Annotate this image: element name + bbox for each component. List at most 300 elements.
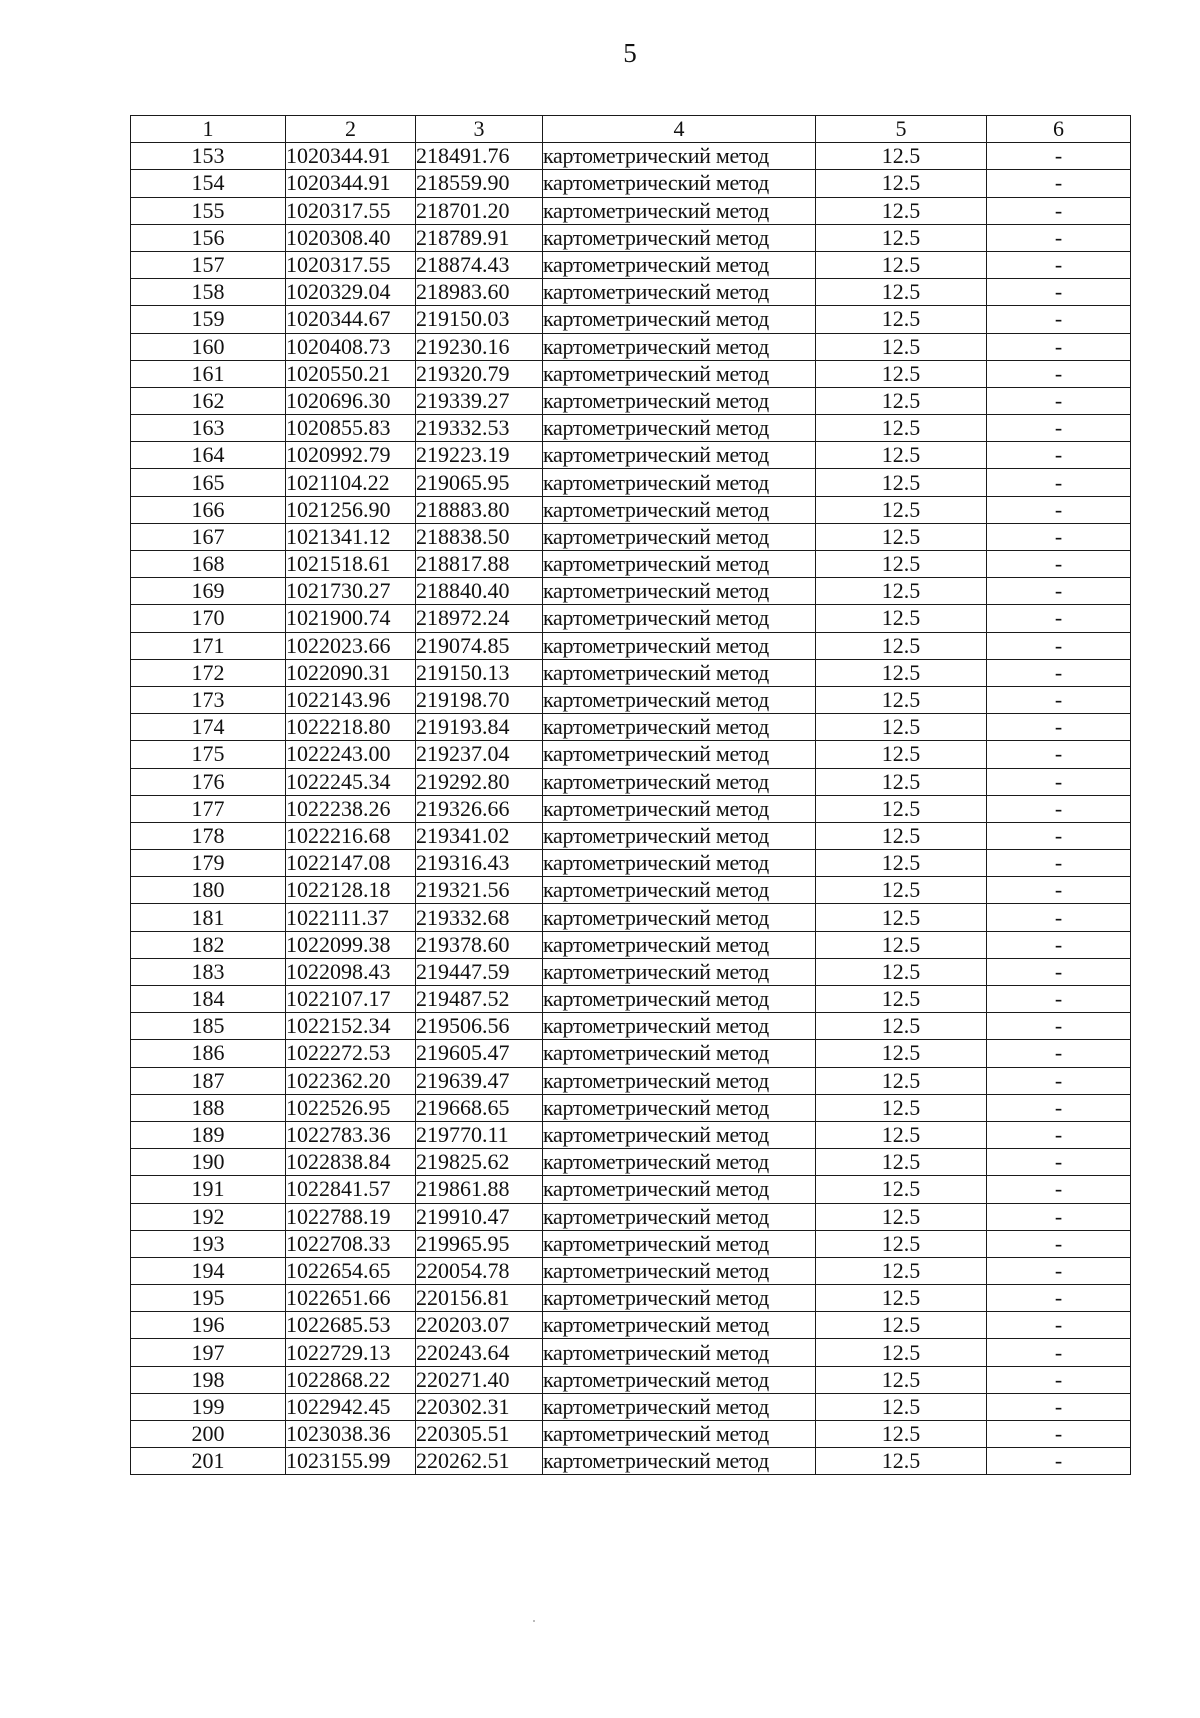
header-col-4: 4 <box>543 116 816 143</box>
y-coordinate-cell: 219378.60 <box>416 931 543 958</box>
x-coordinate-cell: 1023038.36 <box>286 1421 416 1448</box>
y-coordinate-cell: 219447.59 <box>416 958 543 985</box>
note-cell: - <box>987 931 1131 958</box>
method-cell: картометрический метод <box>543 1393 816 1420</box>
point-number-cell: 162 <box>131 387 286 414</box>
x-coordinate-cell: 1022272.53 <box>286 1040 416 1067</box>
accuracy-cell: 12.5 <box>816 1257 987 1284</box>
header-col-1: 1 <box>131 116 286 143</box>
x-coordinate-cell: 1022090.31 <box>286 659 416 686</box>
point-number-cell: 167 <box>131 523 286 550</box>
x-coordinate-cell: 1022098.43 <box>286 958 416 985</box>
note-cell: - <box>987 1393 1131 1420</box>
point-number-cell: 181 <box>131 904 286 931</box>
table-row <box>131 931 1131 958</box>
y-coordinate-cell: 219910.47 <box>416 1203 543 1230</box>
y-coordinate-cell: 219150.03 <box>416 306 543 333</box>
x-coordinate-cell: 1020317.55 <box>286 197 416 224</box>
table-row <box>131 1176 1131 1203</box>
point-number-cell: 189 <box>131 1121 286 1148</box>
accuracy-cell: 12.5 <box>816 605 987 632</box>
note-cell: - <box>987 632 1131 659</box>
x-coordinate-cell: 1020344.67 <box>286 306 416 333</box>
point-number-cell: 156 <box>131 224 286 251</box>
x-coordinate-cell: 1022783.36 <box>286 1121 416 1148</box>
table-row <box>131 686 1131 713</box>
point-number-cell: 180 <box>131 877 286 904</box>
note-cell: - <box>987 904 1131 931</box>
point-number-cell: 173 <box>131 686 286 713</box>
method-cell: картометрический метод <box>543 360 816 387</box>
accuracy-cell: 12.5 <box>816 143 987 170</box>
y-coordinate-cell: 219341.02 <box>416 822 543 849</box>
point-number-cell: 184 <box>131 986 286 1013</box>
method-cell: картометрический метод <box>543 986 816 1013</box>
note-cell: - <box>987 1285 1131 1312</box>
page-number: 5 <box>623 38 637 68</box>
x-coordinate-cell: 1020550.21 <box>286 360 416 387</box>
note-cell: - <box>987 1203 1131 1230</box>
point-number-cell: 188 <box>131 1094 286 1121</box>
table-row <box>131 170 1131 197</box>
accuracy-cell: 12.5 <box>816 415 987 442</box>
method-cell: картометрический метод <box>543 850 816 877</box>
point-number-cell: 154 <box>131 170 286 197</box>
point-number-cell: 193 <box>131 1230 286 1257</box>
y-coordinate-cell: 219223.19 <box>416 442 543 469</box>
note-cell: - <box>987 1040 1131 1067</box>
method-cell: картометрический метод <box>543 333 816 360</box>
accuracy-cell: 12.5 <box>816 1067 987 1094</box>
x-coordinate-cell: 1022143.96 <box>286 686 416 713</box>
x-coordinate-cell: 1021900.74 <box>286 605 416 632</box>
x-coordinate-cell: 1021104.22 <box>286 469 416 496</box>
table-row <box>131 958 1131 985</box>
point-number-cell: 160 <box>131 333 286 360</box>
note-cell: - <box>987 659 1131 686</box>
method-cell: картометрический метод <box>543 224 816 251</box>
note-cell: - <box>987 415 1131 442</box>
point-number-cell: 174 <box>131 714 286 741</box>
accuracy-cell: 12.5 <box>816 768 987 795</box>
y-coordinate-cell: 219605.47 <box>416 1040 543 1067</box>
x-coordinate-cell: 1020308.40 <box>286 224 416 251</box>
x-coordinate-cell: 1022942.45 <box>286 1393 416 1420</box>
note-cell: - <box>987 768 1131 795</box>
point-number-cell: 163 <box>131 415 286 442</box>
y-coordinate-cell: 218817.88 <box>416 551 543 578</box>
note-cell: - <box>987 469 1131 496</box>
note-cell: - <box>987 360 1131 387</box>
table-row <box>131 741 1131 768</box>
x-coordinate-cell: 1021256.90 <box>286 496 416 523</box>
y-coordinate-cell: 219825.62 <box>416 1149 543 1176</box>
x-coordinate-cell: 1022107.17 <box>286 986 416 1013</box>
method-cell: картометрический метод <box>543 1094 816 1121</box>
method-cell: картометрический метод <box>543 143 816 170</box>
accuracy-cell: 12.5 <box>816 659 987 686</box>
x-coordinate-cell: 1022111.37 <box>286 904 416 931</box>
note-cell: - <box>987 795 1131 822</box>
point-number-cell: 191 <box>131 1176 286 1203</box>
y-coordinate-cell: 219770.11 <box>416 1121 543 1148</box>
y-coordinate-cell: 220243.64 <box>416 1339 543 1366</box>
header-col-5: 5 <box>816 116 987 143</box>
table-row <box>131 415 1131 442</box>
method-cell: картометрический метод <box>543 822 816 849</box>
point-number-cell: 153 <box>131 143 286 170</box>
method-cell: картометрический метод <box>543 958 816 985</box>
note-cell: - <box>987 496 1131 523</box>
header-col-3: 3 <box>416 116 543 143</box>
note-cell: - <box>987 1149 1131 1176</box>
table-row <box>131 1067 1131 1094</box>
accuracy-cell: 12.5 <box>816 850 987 877</box>
point-number-cell: 157 <box>131 251 286 278</box>
table-row <box>131 1149 1131 1176</box>
x-coordinate-cell: 1020992.79 <box>286 442 416 469</box>
y-coordinate-cell: 218840.40 <box>416 578 543 605</box>
point-number-cell: 187 <box>131 1067 286 1094</box>
accuracy-cell: 12.5 <box>816 958 987 985</box>
method-cell: картометрический метод <box>543 741 816 768</box>
method-cell: картометрический метод <box>543 1176 816 1203</box>
y-coordinate-cell: 219506.56 <box>416 1013 543 1040</box>
header-row <box>131 116 1131 143</box>
table-row <box>131 496 1131 523</box>
note-cell: - <box>987 1339 1131 1366</box>
x-coordinate-cell: 1022243.00 <box>286 741 416 768</box>
point-number-cell: 166 <box>131 496 286 523</box>
point-number-cell: 164 <box>131 442 286 469</box>
note-cell: - <box>987 523 1131 550</box>
table-body <box>131 143 1131 1475</box>
method-cell: картометрический метод <box>543 251 816 278</box>
y-coordinate-cell: 219316.43 <box>416 850 543 877</box>
table-row <box>131 1230 1131 1257</box>
y-coordinate-cell: 219074.85 <box>416 632 543 659</box>
x-coordinate-cell: 1022729.13 <box>286 1339 416 1366</box>
y-coordinate-cell: 220262.51 <box>416 1448 543 1475</box>
x-coordinate-cell: 1022147.08 <box>286 850 416 877</box>
y-coordinate-cell: 219668.65 <box>416 1094 543 1121</box>
accuracy-cell: 12.5 <box>816 1094 987 1121</box>
x-coordinate-cell: 1021730.27 <box>286 578 416 605</box>
point-number-cell: 194 <box>131 1257 286 1284</box>
point-number-cell: 198 <box>131 1366 286 1393</box>
note-cell: - <box>987 1230 1131 1257</box>
point-number-cell: 158 <box>131 279 286 306</box>
accuracy-cell: 12.5 <box>816 306 987 333</box>
table-row <box>131 251 1131 278</box>
note-cell: - <box>987 170 1131 197</box>
y-coordinate-cell: 219332.68 <box>416 904 543 931</box>
accuracy-cell: 12.5 <box>816 741 987 768</box>
table-row <box>131 1366 1131 1393</box>
method-cell: картометрический метод <box>543 306 816 333</box>
table-row <box>131 822 1131 849</box>
method-cell: картометрический метод <box>543 1285 816 1312</box>
method-cell: картометрический метод <box>543 1312 816 1339</box>
method-cell: картометрический метод <box>543 387 816 414</box>
x-coordinate-cell: 1022023.66 <box>286 632 416 659</box>
point-number-cell: 201 <box>131 1448 286 1475</box>
method-cell: картометрический метод <box>543 632 816 659</box>
method-cell: картометрический метод <box>543 1366 816 1393</box>
point-number-cell: 155 <box>131 197 286 224</box>
x-coordinate-cell: 1022216.68 <box>286 822 416 849</box>
accuracy-cell: 12.5 <box>816 469 987 496</box>
y-coordinate-cell: 219230.16 <box>416 333 543 360</box>
y-coordinate-cell: 219339.27 <box>416 387 543 414</box>
method-cell: картометрический метод <box>543 686 816 713</box>
x-coordinate-cell: 1020855.83 <box>286 415 416 442</box>
accuracy-cell: 12.5 <box>816 442 987 469</box>
note-cell: - <box>987 686 1131 713</box>
y-coordinate-cell: 219198.70 <box>416 686 543 713</box>
note-cell: - <box>987 578 1131 605</box>
point-number-cell: 176 <box>131 768 286 795</box>
y-coordinate-cell: 219292.80 <box>416 768 543 795</box>
x-coordinate-cell: 1022099.38 <box>286 931 416 958</box>
y-coordinate-cell: 219065.95 <box>416 469 543 496</box>
method-cell: картометрический метод <box>543 469 816 496</box>
note-cell: - <box>987 877 1131 904</box>
table-row <box>131 1448 1131 1475</box>
point-number-cell: 170 <box>131 605 286 632</box>
accuracy-cell: 12.5 <box>816 523 987 550</box>
y-coordinate-cell: 218883.80 <box>416 496 543 523</box>
method-cell: картометрический метод <box>543 1448 816 1475</box>
method-cell: картометрический метод <box>543 442 816 469</box>
accuracy-cell: 12.5 <box>816 686 987 713</box>
note-cell: - <box>987 1176 1131 1203</box>
table-row <box>131 469 1131 496</box>
accuracy-cell: 12.5 <box>816 1176 987 1203</box>
note-cell: - <box>987 387 1131 414</box>
x-coordinate-cell: 1022152.34 <box>286 1013 416 1040</box>
note-cell: - <box>987 1448 1131 1475</box>
note-cell: - <box>987 224 1131 251</box>
note-cell: - <box>987 306 1131 333</box>
method-cell: картометрический метод <box>543 1040 816 1067</box>
note-cell: - <box>987 1013 1131 1040</box>
y-coordinate-cell: 218983.60 <box>416 279 543 306</box>
method-cell: картометрический метод <box>543 279 816 306</box>
method-cell: картометрический метод <box>543 714 816 741</box>
note-cell: - <box>987 605 1131 632</box>
x-coordinate-cell: 1022362.20 <box>286 1067 416 1094</box>
table-row <box>131 1312 1131 1339</box>
y-coordinate-cell: 220271.40 <box>416 1366 543 1393</box>
table-row <box>131 659 1131 686</box>
point-number-cell: 192 <box>131 1203 286 1230</box>
point-number-cell: 183 <box>131 958 286 985</box>
accuracy-cell: 12.5 <box>816 1366 987 1393</box>
table-row <box>131 1257 1131 1284</box>
accuracy-cell: 12.5 <box>816 360 987 387</box>
note-cell: - <box>987 1067 1131 1094</box>
x-coordinate-cell: 1020329.04 <box>286 279 416 306</box>
table-row <box>131 1121 1131 1148</box>
point-number-cell: 175 <box>131 741 286 768</box>
x-coordinate-cell: 1021341.12 <box>286 523 416 550</box>
method-cell: картометрический метод <box>543 1203 816 1230</box>
accuracy-cell: 12.5 <box>816 632 987 659</box>
accuracy-cell: 12.5 <box>816 1203 987 1230</box>
x-coordinate-cell: 1022654.65 <box>286 1257 416 1284</box>
x-coordinate-cell: 1022708.33 <box>286 1230 416 1257</box>
table-row <box>131 143 1131 170</box>
note-cell: - <box>987 1121 1131 1148</box>
accuracy-cell: 12.5 <box>816 1448 987 1475</box>
x-coordinate-cell: 1020344.91 <box>286 170 416 197</box>
method-cell: картометрический метод <box>543 1421 816 1448</box>
note-cell: - <box>987 986 1131 1013</box>
note-cell: - <box>987 1421 1131 1448</box>
y-coordinate-cell: 218559.90 <box>416 170 543 197</box>
y-coordinate-cell: 220054.78 <box>416 1257 543 1284</box>
x-coordinate-cell: 1022128.18 <box>286 877 416 904</box>
table-row <box>131 850 1131 877</box>
point-number-cell: 177 <box>131 795 286 822</box>
y-coordinate-cell: 219332.53 <box>416 415 543 442</box>
table-row <box>131 632 1131 659</box>
method-cell: картометрический метод <box>543 877 816 904</box>
accuracy-cell: 12.5 <box>816 551 987 578</box>
x-coordinate-cell: 1022868.22 <box>286 1366 416 1393</box>
method-cell: картометрический метод <box>543 1257 816 1284</box>
y-coordinate-cell: 219487.52 <box>416 986 543 1013</box>
method-cell: картометрический метод <box>543 1121 816 1148</box>
method-cell: картометрический метод <box>543 1149 816 1176</box>
note-cell: - <box>987 1312 1131 1339</box>
x-coordinate-cell: 1022651.66 <box>286 1285 416 1312</box>
x-coordinate-cell: 1022685.53 <box>286 1312 416 1339</box>
x-coordinate-cell: 1020408.73 <box>286 333 416 360</box>
table-row <box>131 986 1131 1013</box>
accuracy-cell: 12.5 <box>816 1121 987 1148</box>
table-row <box>131 442 1131 469</box>
point-number-cell: 178 <box>131 822 286 849</box>
table-row <box>131 605 1131 632</box>
y-coordinate-cell: 219965.95 <box>416 1230 543 1257</box>
y-coordinate-cell: 219861.88 <box>416 1176 543 1203</box>
x-coordinate-cell: 1021518.61 <box>286 551 416 578</box>
point-number-cell: 182 <box>131 931 286 958</box>
accuracy-cell: 12.5 <box>816 224 987 251</box>
x-coordinate-cell: 1020344.91 <box>286 143 416 170</box>
y-coordinate-cell: 219320.79 <box>416 360 543 387</box>
accuracy-cell: 12.5 <box>816 795 987 822</box>
method-cell: картометрический метод <box>543 170 816 197</box>
table-row <box>131 306 1131 333</box>
table-row <box>131 1421 1131 1448</box>
note-cell: - <box>987 251 1131 278</box>
scan-artifact <box>533 1620 535 1622</box>
table-row <box>131 1285 1131 1312</box>
y-coordinate-cell: 218491.76 <box>416 143 543 170</box>
accuracy-cell: 12.5 <box>816 578 987 605</box>
accuracy-cell: 12.5 <box>816 251 987 278</box>
table-row <box>131 578 1131 605</box>
accuracy-cell: 12.5 <box>816 1040 987 1067</box>
point-number-cell: 196 <box>131 1312 286 1339</box>
point-number-cell: 185 <box>131 1013 286 1040</box>
x-coordinate-cell: 1023155.99 <box>286 1448 416 1475</box>
x-coordinate-cell: 1022218.80 <box>286 714 416 741</box>
x-coordinate-cell: 1022841.57 <box>286 1176 416 1203</box>
table-row <box>131 877 1131 904</box>
table-row <box>131 1013 1131 1040</box>
note-cell: - <box>987 958 1131 985</box>
method-cell: картометрический метод <box>543 1230 816 1257</box>
table-row <box>131 1339 1131 1366</box>
y-coordinate-cell: 220156.81 <box>416 1285 543 1312</box>
table-row <box>131 768 1131 795</box>
table-row <box>131 279 1131 306</box>
accuracy-cell: 12.5 <box>816 197 987 224</box>
method-cell: картометрический метод <box>543 1067 816 1094</box>
table-row <box>131 523 1131 550</box>
y-coordinate-cell: 219150.13 <box>416 659 543 686</box>
table-header <box>131 116 1131 143</box>
note-cell: - <box>987 551 1131 578</box>
method-cell: картометрический метод <box>543 523 816 550</box>
method-cell: картометрический метод <box>543 795 816 822</box>
y-coordinate-cell: 219237.04 <box>416 741 543 768</box>
table-row <box>131 714 1131 741</box>
point-number-cell: 165 <box>131 469 286 496</box>
accuracy-cell: 12.5 <box>816 387 987 414</box>
y-coordinate-cell: 218972.24 <box>416 605 543 632</box>
accuracy-cell: 12.5 <box>816 1230 987 1257</box>
point-number-cell: 186 <box>131 1040 286 1067</box>
note-cell: - <box>987 1094 1131 1121</box>
accuracy-cell: 12.5 <box>816 1013 987 1040</box>
point-number-cell: 171 <box>131 632 286 659</box>
accuracy-cell: 12.5 <box>816 279 987 306</box>
y-coordinate-cell: 218838.50 <box>416 523 543 550</box>
note-cell: - <box>987 442 1131 469</box>
y-coordinate-cell: 219326.66 <box>416 795 543 822</box>
y-coordinate-cell: 218701.20 <box>416 197 543 224</box>
point-number-cell: 200 <box>131 1421 286 1448</box>
method-cell: картометрический метод <box>543 415 816 442</box>
point-number-cell: 195 <box>131 1285 286 1312</box>
note-cell: - <box>987 741 1131 768</box>
table-row <box>131 551 1131 578</box>
y-coordinate-cell: 218789.91 <box>416 224 543 251</box>
table-row <box>131 1393 1131 1420</box>
note-cell: - <box>987 333 1131 360</box>
table-row <box>131 1094 1131 1121</box>
accuracy-cell: 12.5 <box>816 333 987 360</box>
x-coordinate-cell: 1022788.19 <box>286 1203 416 1230</box>
x-coordinate-cell: 1020317.55 <box>286 251 416 278</box>
coordinates-table <box>130 115 1131 1475</box>
note-cell: - <box>987 714 1131 741</box>
y-coordinate-cell: 219193.84 <box>416 714 543 741</box>
table-row <box>131 333 1131 360</box>
point-number-cell: 169 <box>131 578 286 605</box>
x-coordinate-cell: 1022838.84 <box>286 1149 416 1176</box>
method-cell: картометрический метод <box>543 496 816 523</box>
x-coordinate-cell: 1022526.95 <box>286 1094 416 1121</box>
x-coordinate-cell: 1020696.30 <box>286 387 416 414</box>
y-coordinate-cell: 220302.31 <box>416 1393 543 1420</box>
accuracy-cell: 12.5 <box>816 986 987 1013</box>
